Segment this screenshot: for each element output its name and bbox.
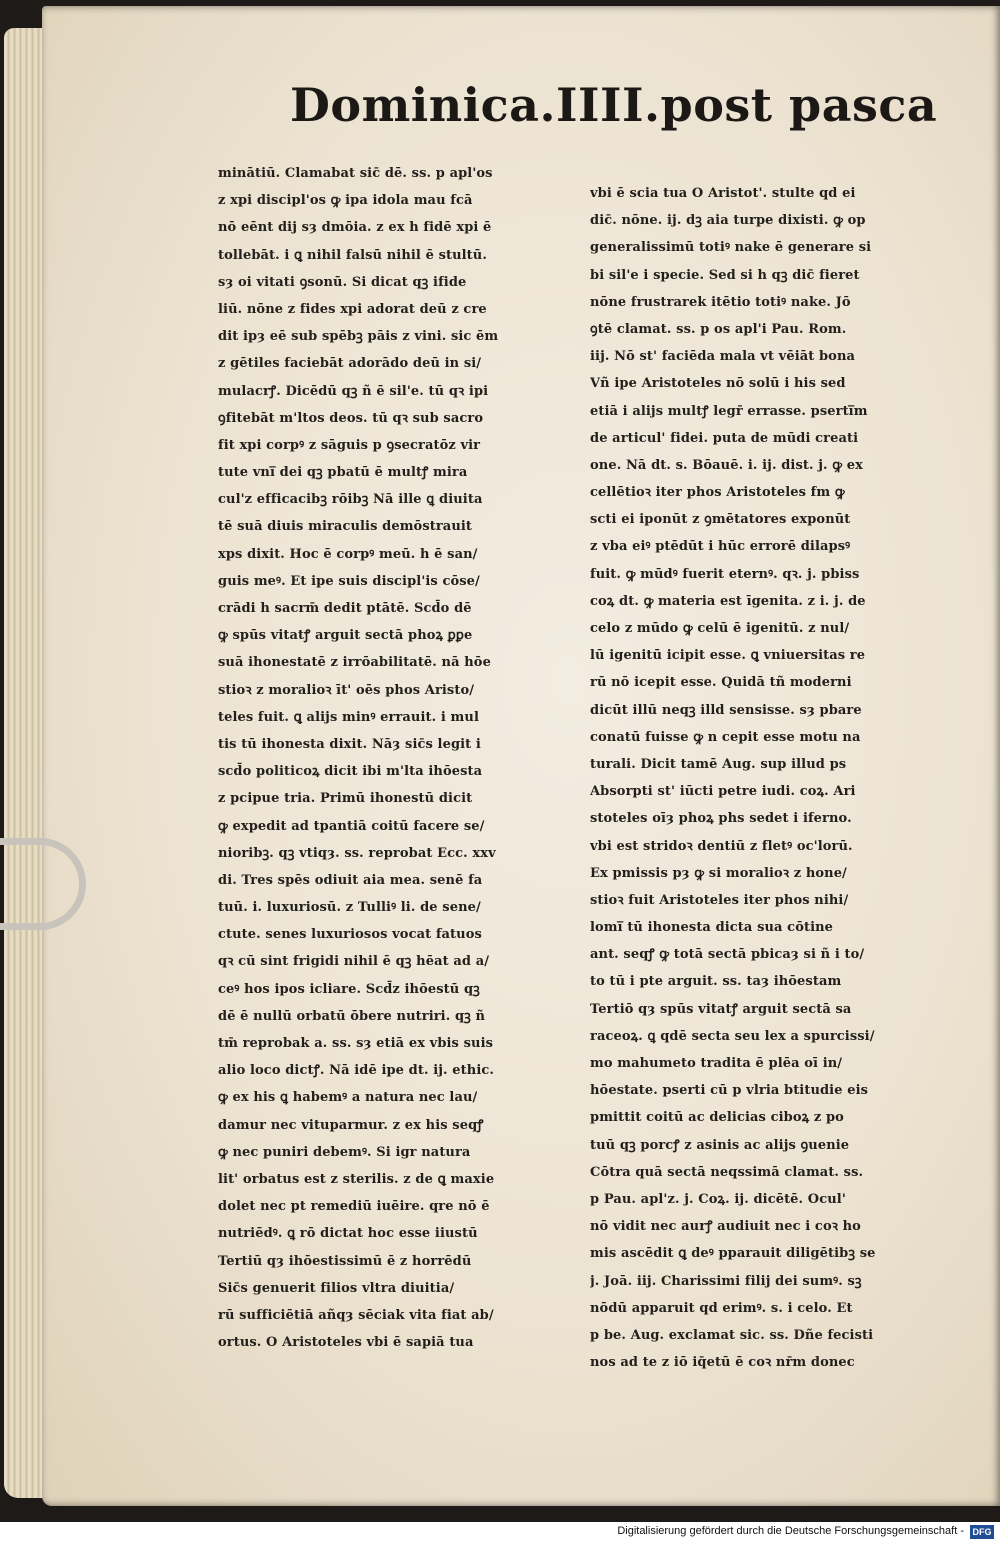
text-line: nioribꝫ. qꝫ vtiqȝ. ss. reprobat Ecc. xxv — [218, 845, 496, 861]
text-line: rū sufficiētiā añqȝ sēciak vita fiat ab/ — [218, 1307, 494, 1323]
text-line: p be. Aug. exclamat sic. ss. Dñe fecisti — [590, 1327, 874, 1343]
text-line: ꝙ expedit ad tpantiā coitū facere se/ — [218, 818, 485, 834]
text-line: z gētiles faciebāt adorādo deū in si/ — [218, 356, 482, 372]
text-line: tuū qꝫ porcꝭ z asinis ac alijs ꝯuenie — [590, 1137, 850, 1153]
text-line: scd̄o politicoꝝ dicit ibi m'lta ihōesta — [218, 764, 483, 780]
text-line: fuit. ꝙ mūdꝰ fuerit eternꝰ. qꝛ. j. pbiss — [590, 566, 860, 582]
text-line: etiā i alijs multꝭ legr̄ errasse. pserti̅m — [590, 403, 868, 419]
text-line: generalissimū totiꝰ nake ē generare si — [590, 240, 872, 256]
text-line: tuū. i. luxuriosū. z Tulliꝰ li. de sene/ — [218, 900, 481, 916]
text-line: mulacrꝭ. Dicēdū qꝫ ñ ē sil'e. tū qꝛ ipi — [218, 383, 489, 399]
text-line: teles fuit. ꝗ alijs minꝰ errauit. i mul — [218, 709, 479, 725]
text-line: ctute. senes luxuriosos vocat fatuos — [218, 927, 482, 943]
text-line: xps dixit. Hoc ē corpꝰ meū. h ē san/ — [218, 546, 478, 562]
text-line: mo mahumeto tradita ē plēa oī in/ — [590, 1056, 843, 1071]
text-line: de articul' fidei. puta de mūdi creati — [590, 430, 859, 446]
text-line: tis tū ihonesta dixit. Nāȝ sic̄s legit i — [218, 736, 481, 752]
right-text-column — [590, 180, 945, 1376]
text-line: alio loco dictꝭ. Nā idē ipe dt. ij. ethic. — [218, 1063, 495, 1079]
text-line: ꝙ nec puniri debemꝰ. Si igr natura — [218, 1144, 471, 1160]
text-line: z xpi discipl'os ꝙ ipa idola mau fcā — [218, 193, 473, 209]
text-line: cellētioꝛ iter phos Aristoteles fm ꝙ — [590, 485, 845, 501]
text-line: stioꝛ z moralioꝛ īt' oēs phos Aristo/ — [218, 682, 475, 698]
text-line: minātiū. Clamabat sic̄ dē. ss. p apl'os — [218, 166, 493, 181]
text-line: lit' orbatus est z sterilis. z de ꝗ maxie — [218, 1171, 495, 1187]
text-line: p Pau. apl'z. j. Coꝝ. ij. dicētē. Ocul' — [590, 1191, 846, 1207]
text-line: vbi ē scia tua O Aristot'. stulte qd ei — [590, 186, 856, 201]
text-line: ꝙ ex his ꝗ habemꝰ a natura nec lau/ — [218, 1090, 478, 1106]
text-line: lū igenitū icipit esse. ꝗ vniuersitas re — [590, 648, 866, 664]
text-line: damur nec vituparmur. z ex his seqꝭ — [218, 1117, 484, 1133]
text-line: conatū fuisse ꝙ n cepit esse motu na — [590, 729, 861, 745]
text-line: crādi h sacrm̄ dedit ptātē. Scd̄o dē — [218, 601, 472, 616]
text-line: nō vidit nec aurꝭ audiuit nec i coꝛ ho — [590, 1219, 861, 1235]
text-line: qꝛ cū sint frigidi nihil ē qꝫ hēat ad a/ — [218, 954, 490, 970]
dfg-logo: DFG — [970, 1525, 994, 1539]
text-line: dolet nec pt remediū iuēire. qre nō ē — [218, 1199, 490, 1215]
text-line: dic̄. nōne. ij. dꝫ aia turpe dixisti. ꝙ op — [590, 213, 866, 229]
text-line: nōdū apparuit qd erimꝰ. s. i celo. Et — [590, 1300, 853, 1316]
text-line: ꝯfitebāt m'ltos deos. tū qꝛ sub sacro — [218, 410, 484, 426]
text-line: nō eēnt dij sȝ dmōia. z ex h fidē xpi ē — [218, 220, 492, 236]
text-line: ꝙ spūs vitatꝭ arguit sectā phoꝝ ꝑꝑe — [218, 628, 473, 644]
left-text-column — [218, 160, 578, 1356]
text-line: one. Nā dt. s. Bōauē. i. ij. dist. j. ꝙ ex — [590, 457, 864, 473]
text-line: ceꝰ hos ipos icliare. Scd̄z ihōestū qꝫ — [218, 981, 480, 997]
text-line: ꝯtē clamat. ss. p os apl'i Pau. Rom. — [590, 321, 847, 337]
text-line: turali. Dicit tamē Aug. sup illud ps — [590, 756, 847, 772]
text-line: nos ad te z iō iq̄etū ē coꝛ nr̄m donec — [590, 1355, 855, 1371]
text-line: pmittit coitū ac delicias ciboꝝ z po — [590, 1110, 844, 1126]
text-line: z pcipue tria. Primū ihonestū dicit — [218, 791, 473, 807]
text-line: guis meꝰ. Et ipe suis discipl'is cōse/ — [218, 573, 480, 589]
text-line: tollebāt. i ꝗ nihil falsū nihil ē stultū. — [218, 247, 487, 263]
text-line: Absorpti st' iūcti petre iudi. coꝝ. Ari — [590, 784, 856, 800]
text-line: fit xpi corpꝰ z sāguis p ꝯsecratōz vir — [218, 437, 481, 453]
text-line: bi sil'e i specie. Sed si h qꝫ dic̄ fieret — [590, 267, 860, 283]
text-line: Tertiō qȝ spūs vitatꝭ arguit sectā sa — [590, 1001, 852, 1017]
text-line: suā ihonestatē z irrōabilitatē. nā hōe — [218, 655, 491, 671]
footer-bar — [0, 1522, 1000, 1543]
text-line: dit ipȝ eē sub spēbꝫ pāis z vini. sic ēm — [218, 329, 499, 345]
funding-credit: Digitalisierung gefördert durch die Deutsche Forschungsgemeinschaft - — [617, 1525, 964, 1537]
text-line: ant. seqꝭ ꝙ totā sectā pbicaȝ si ñ i to/ — [590, 947, 865, 963]
text-line: scti ei iponūt z ꝯmētatores exponūt — [590, 512, 851, 528]
text-line: Sic̄s genuerit filios vltra diuitia/ — [218, 1280, 455, 1296]
text-line: dē ē nullū orbatū ōbere nutriri. qꝫ ñ — [218, 1008, 486, 1024]
text-line: tute vni̅ dei qꝫ pbatū ē multꝭ mira — [218, 465, 468, 481]
text-line: mis ascēdit ꝗ deꝰ pparauit diligētibꝫ se — [590, 1246, 876, 1262]
text-line: hōestate. pserti cū p vlria btitudie eis — [590, 1083, 869, 1099]
text-line: to tū i pte arguit. ss. taȝ ihōestam — [590, 974, 842, 990]
text-line: j. Joā. iij. Charissimi filij dei sumꝰ. sꝫ — [590, 1273, 862, 1289]
text-line: nōne frustrarek itētio totiꝰ nake. Jō — [590, 294, 851, 310]
text-line: ortus. O Aristoteles vbi ē sapiā tua — [218, 1335, 474, 1351]
text-line: celo z mūdo ꝙ celū ē igenitū. z nul/ — [590, 621, 850, 636]
text-line: Vñ ipe Aristoteles nō solū i his sed — [590, 376, 846, 392]
text-line: cul'z efficacibꝫ rōibꝫ Nā ille ꝗ diuita — [218, 492, 483, 508]
text-line: dicūt illū neqꝫ illd sensisse. sȝ pbare — [590, 702, 862, 718]
text-line: sȝ oi vitati ꝯsonū. Si dicat qꝫ ifide — [218, 274, 467, 290]
text-line: Ex pmissis pȝ ꝙ si moralioꝛ z hone/ — [590, 865, 847, 881]
text-line: vbi est stridoꝛ dentiū z fletꝰ oc'lorū. — [590, 838, 853, 854]
text-line: di. Tres spēs odiuit aia mea. senē fa — [218, 872, 483, 888]
text-line: Tertiū qȝ ihōestissimū ē z horrēdū — [218, 1253, 472, 1269]
text-line: stioꝛ fuit Aristoteles iter phos nihi/ — [590, 892, 849, 908]
text-line: coꝝ dt. ꝙ materia est īgenita. z i. j. de — [590, 593, 866, 609]
text-line: rū nō icepit esse. Quidā tñ moderni — [590, 675, 852, 691]
text-line: lomi̅ tū ihonesta dicta sua cōtine — [590, 920, 834, 936]
text-line: iij. Nō st' faciēda mala vt vēiāt bona — [590, 349, 856, 365]
text-line: stoteles oīȝ phoꝝ phs sedet i iferno. — [590, 811, 852, 827]
text-line: tm̄ reprobak a. ss. sȝ etiā ex vbis suis — [218, 1036, 494, 1051]
text-line: liū. nōne z fides xpi adorat deū z cre — [218, 301, 487, 317]
text-line: raceoꝝ. ꝗ qdē secta seu lex a spurcissi/ — [590, 1028, 875, 1044]
text-line: z vba eiꝰ ptēdūt i hūc errorē dilapsꝰ — [590, 539, 851, 555]
page-heading: Dominica.IIII.post pasca — [290, 78, 938, 132]
text-line: Cōtra quā sectā neqssimā clamat. ss. — [590, 1164, 864, 1180]
text-line: tē suā diuis miraculis demōstrauit — [218, 519, 473, 535]
text-line: nutriēdꝰ. ꝗ rō dictat hoc esse iiustū — [218, 1226, 478, 1242]
